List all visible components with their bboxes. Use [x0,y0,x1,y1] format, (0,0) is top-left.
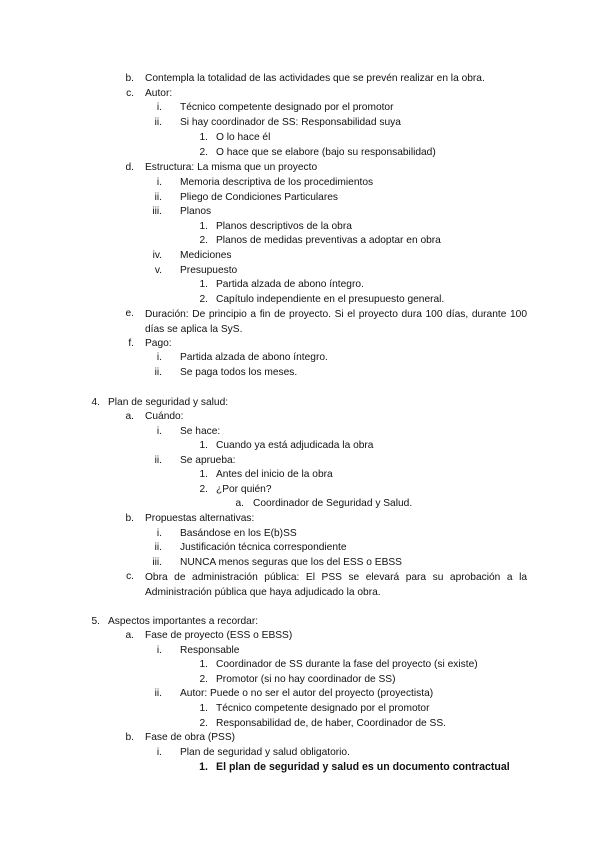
list-text: Coordinador de SS durante la fase del proyecto (si existe) [216,659,478,670]
list-text: Cuándo: [145,411,184,422]
list-text: Memoria descriptiva de los procedimientos [180,177,374,188]
list-text: Responsable [180,645,240,656]
list-text: Basándose en los E(b)SS [180,528,297,539]
list-text: Obra de administración pública: El PSS se elevará para su aprobación a la Administración pública que haya adjudicado la obra. [145,572,527,598]
list-text: NUNCA menos seguras que los del ESS o EBSS [180,557,402,568]
list-marker: ii. [154,688,162,699]
list-text: Se aprueba: [180,455,236,466]
list-marker: iii. [152,557,162,568]
list-marker: i. [156,426,162,437]
list-marker: 2. [199,718,208,729]
list-text: Mediciones [180,250,232,261]
list-marker: e. [125,308,134,319]
list-text: ¿Por quién? [216,484,272,495]
list-text: Partida alzada de abono íntegro. [180,352,328,363]
list-marker: 1. [199,761,208,773]
list-marker: i. [156,102,162,113]
list-marker: ii. [154,117,162,128]
list-text: Fase de proyecto (ESS o EBSS) [145,630,293,641]
list-marker: 2. [199,147,208,158]
list-text: Plan de seguridad y salud: [108,397,229,408]
list-text: Propuestas alternativas: [145,513,255,524]
list-marker: i. [156,528,162,539]
list-marker: ii. [154,542,162,553]
list-text: Plan de seguridad y salud obligatorio. [180,747,350,758]
list-marker: f. [128,338,134,349]
list-marker: 1. [199,703,208,714]
list-text: Partida alzada de abono íntegro. [216,279,364,290]
list-text: Responsabilidad de, de haber, Coordinador de SS. [216,718,446,729]
list-text: Autor: Puede o no ser el autor del proyecto (proyectista) [180,688,434,699]
list-marker: 1. [199,132,208,143]
list-text: Se hace: [180,426,221,437]
list-text: Cuando ya está adjudicada la obra [216,440,374,451]
list-marker: a. [235,498,244,509]
list-marker: 2. [199,674,208,685]
list-marker: 1. [199,221,208,232]
list-marker: b. [125,732,134,743]
list-text: Pliego de Condiciones Particulares [180,192,338,203]
list-marker: ii. [154,367,162,378]
list-marker: 1. [199,440,208,451]
list-text: Técnico competente designado por el promotor [180,102,394,113]
list-text: Si hay coordinador de SS: Responsabilidad suya [180,117,401,128]
list-text: Capítulo independiente en el presupuesto general. [216,294,445,305]
list-marker: iv. [152,250,162,261]
list-text: El plan de seguridad y salud es un documento contractual [216,761,510,773]
list-text: Se paga todos los meses. [180,367,298,378]
list-marker: 2. [199,294,208,305]
list-text: Técnico competente designado por el promotor [216,703,430,714]
list-text: Promotor (si no hay coordinador de SS) [216,674,396,685]
list-text: Presupuesto [180,265,238,276]
list-marker: a. [125,630,134,641]
list-text: Justificación técnica correspondiente [180,542,347,553]
list-text: O lo hace él [216,132,271,143]
list-text: O hace que se elabore (bajo su responsabilidad) [216,147,436,158]
list-marker: c. [126,571,134,582]
list-marker: 1. [199,279,208,290]
list-marker: i. [156,645,162,656]
list-marker: 1. [199,469,208,480]
list-marker: i. [156,352,162,363]
list-marker: a. [125,411,134,422]
list-text: Estructura: La misma que un proyecto [145,162,318,173]
list-text: Autor: [145,88,173,99]
list-marker: ii. [154,455,162,466]
list-text: Pago: [145,338,172,349]
list-marker: ii. [154,192,162,203]
list-marker: 5. [91,616,100,627]
list-marker: 2. [199,484,208,495]
list-marker: 4. [91,397,100,408]
list-marker: i. [156,177,162,188]
list-text: Aspectos importantes a recordar: [108,616,259,627]
list-text: Planos [180,206,212,217]
list-text: Planos descriptivos de la obra [216,221,352,232]
list-text: Antes del inicio de la obra [216,469,333,480]
list-marker: d. [125,162,134,173]
list-text: Duración: De principio a fin de proyecto. Si el proyecto dura 100 días, durante 100 días se aplica la SyS. [145,309,527,335]
list-text: Contempla la totalidad de las actividades que se prevén realizar en la obra. [145,73,485,84]
list-marker: 2. [199,235,208,246]
list-text: Coordinador de Seguridad y Salud. [253,498,413,509]
list-text: Fase de obra (PSS) [145,732,236,743]
list-marker: c. [126,88,134,99]
list-marker: b. [125,513,134,524]
list-marker: b. [125,73,134,84]
list-marker: v. [154,265,162,276]
list-marker: iii. [152,206,162,217]
list-marker: i. [156,747,162,758]
list-text: Planos de medidas preventivas a adoptar en obra [216,235,441,246]
list-marker: 1. [199,659,208,670]
